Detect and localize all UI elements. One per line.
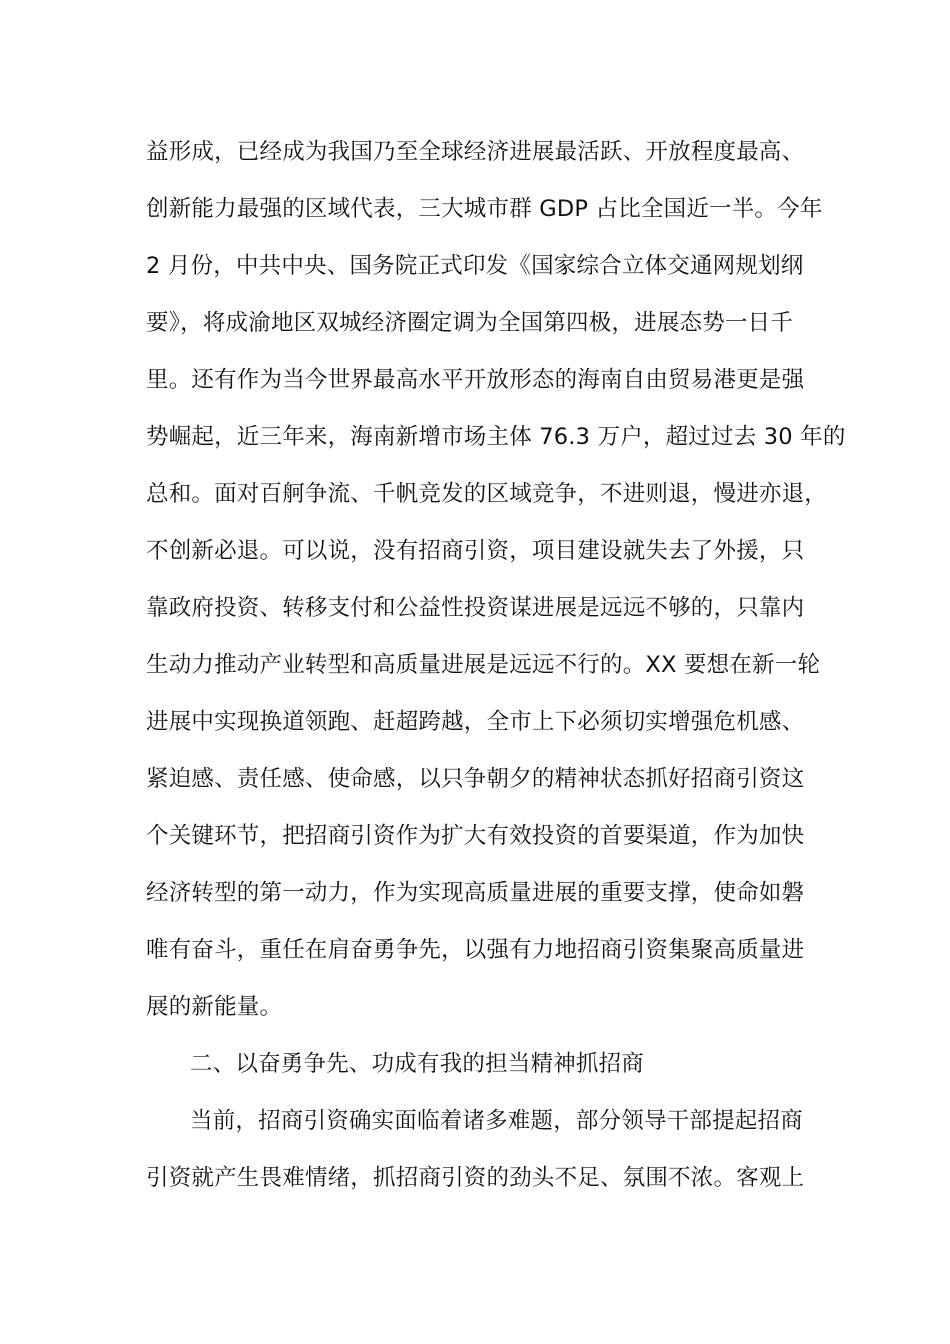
- body-line-2: 创新能力最强的区域代表，三大城市群 GDP 占比全国近一半。今年: [146, 196, 823, 222]
- body-line-1: 益形成，已经成为我国乃至全球经济进展最活跃、开放程度最高、: [146, 139, 805, 165]
- body-line-14: 经济转型的第一动力，作为实现高质量进展的重要支撑，使命如磐: [146, 880, 805, 906]
- section-heading: 二、以奋勇争先、功成有我的担当精神抓招商: [190, 1051, 645, 1077]
- body-line-5: 里。还有作为当今世界最高水平开放形态的海南自由贸易港更是强: [146, 367, 805, 393]
- body-line-7: 总和。面对百舸争流、千帆竞发的区域竞争，不进则退，慢进亦退，: [146, 481, 828, 507]
- body-line-16: 展的新能量。: [146, 994, 283, 1020]
- body-line-12: 紧迫感、责任感、使命感，以只争朝夕的精神状态抓好招商引资这: [146, 766, 805, 792]
- body-line-8: 不创新必退。可以说，没有招商引资，项目建设就失去了外援，只: [146, 538, 805, 564]
- body-line-11: 进展中实现换道领跑、赶超跨越，全市上下必须切实增强危机感、: [146, 709, 805, 735]
- body-line-18: 引资就产生畏难情绪，抓招商引资的劲头不足、氛围不浓。客观上: [146, 1165, 805, 1191]
- body-line-4: 要》，将成渝地区双城经济圈定调为全国第四极，进展态势一日千: [146, 310, 794, 336]
- body-line-13: 个关键环节，把招商引资作为扩大有效投资的首要渠道，作为加快: [146, 823, 805, 849]
- body-line-3: 2 月份，中共中央、国务院正式印发《国家综合立体交通网规划纲: [146, 253, 804, 279]
- body-line-17: 当前，招商引资确实面临着诸多难题，部分领导干部提起招商: [190, 1108, 803, 1134]
- body-line-10: 生动力推动产业转型和高质量进展是远远不行的。XX 要想在新一轮: [146, 652, 821, 678]
- body-line-6: 势崛起，近三年来，海南新增市场主体 76.3 万户，超过过去 30 年的: [146, 424, 846, 450]
- body-line-15: 唯有奋斗，重任在肩奋勇争先，以强有力地招商引资集聚高质量进: [146, 937, 805, 963]
- body-line-9: 靠政府投资、转移支付和公益性投资谋进展是远远不够的，只靠内: [146, 595, 805, 621]
